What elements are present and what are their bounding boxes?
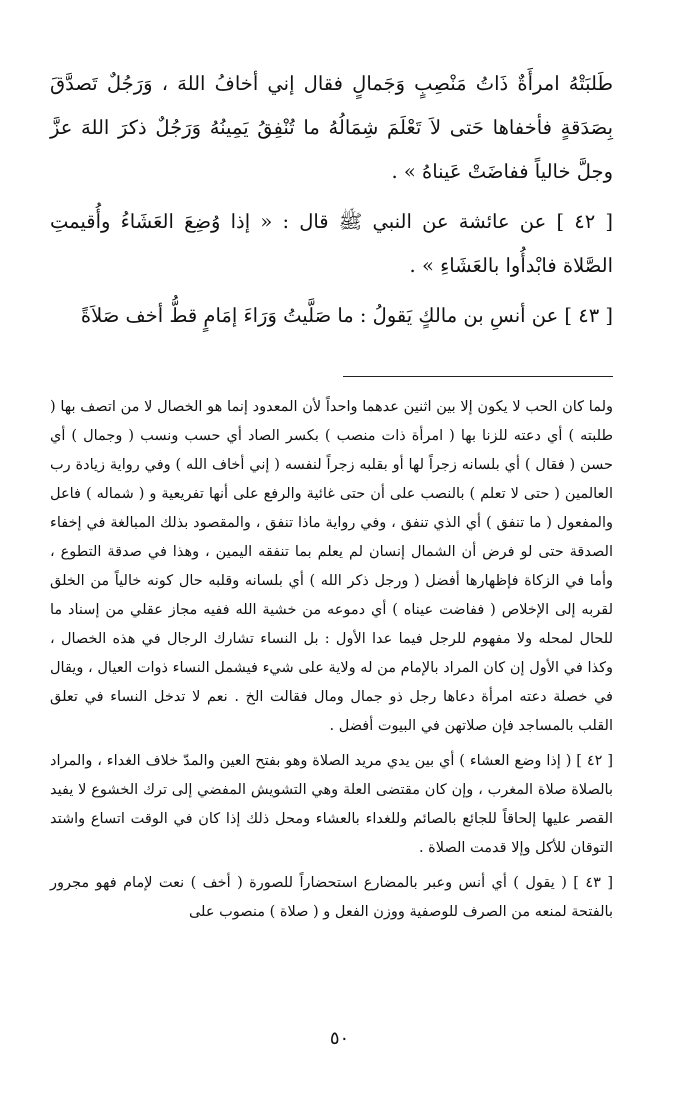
commentary-paragraph: ولما كان الحب لا يكون إلا بين اثنين عدهما واحداً لأن المعدود إنما هو الخصال لا من اتصف بها ( طلبته ) أي دعته للزنا بها ( امرأة ذات منصب ) بكسر الصاد أي حسب ونسب ( وجمال ) أي حسن ( فقال ) أي بلسانه زجراً لها أو بقلبه زجراً لنفسه ( إني أخاف الله ) وفي رواية زيادة رب العالمين ( حتى لا تعلم ) بالنصب على أن حتى غائية والرفع على أنها تفريعية و ( شماله ) فاعل والمفعول ( ما تنفق ) أي الذي تنفق ، وفي رواية ماذا تنفق ، والمقصود بذلك المبالغة في إخفاء الصدقة حتى لو فرض أن الشمال إنسان لم يعلم بما تنفقه اليمين ، وهذا في صدقة التطوع ، وأما في الزكاة فإظهارها أفضل ( ورجل ذكر الله ) أي بلسانه وقلبه حال كونه خالياً من الخلق لقربه إلى الإخلاص ( ففاضت عيناه ) أي دموعه من خشية الله ففيه مجاز عقلي من إسناد ما للحال لمحله ولا مفهوم للرجل فيما عدا الأول : بل النساء تشارك الرجال في هذه الخصال ، وكذا في الأول إن كان المراد بالإمام من له ولاية على شيء فيشمل النساء ذوات العيال ، ويقال في خصلة دعته امرأة دعاها رجل ذو جمال ومال فقالت الخ . نعم لا تدخل النساء في تعلق القلب بالمساجد فإن صلاتهن في البيوت أفضل . [50, 399, 613, 734]
commentary-paragraph-43: [ ٤٣ ] ( يقول ) أي أنس وعبر بالمضارع استحضاراً للصورة ( أخف ) نعت لإمام فهو مجرور بالفتحة لمنعه من الصرف للوصفية ووزن الفعل و ( صلاة ) منصوب على [50, 875, 613, 920]
hadith-42: [ ٤٢ ] عن عائشة عن النبي ﷺ قال : « إذا وُضِعَ العَشَاءُ وأُقيمتِ الصَّلاة فابْدأُوا بالعَشَاءِ » . [50, 210, 613, 277]
hadith-text-continued: طَلبَتْهُ امرأَةٌ ذَاتُ مَنْصِبٍ وَجَمالٍ فقال إني أخافُ اللهَ ، وَرَجُلٌ تَصدَّقَ بِصَدَقةٍ فأخفاها حَتى لاَ تَعْلَمَ شِمَالُهُ ما تُنْفِقُ يَمِينُهُ وَرَجُلٌ ذكرَ اللهَ عزَّ وجلَّ خالياً ففاضَتْ عَيناهُ » . [50, 72, 613, 183]
footnote-separator [50, 376, 613, 377]
page-number: ٥٠ [329, 1028, 350, 1049]
hadith-43: [ ٤٣ ] عن أنسِ بن مالكٍ يَقولُ : ما صَلَّيتُ وَرَاءَ إمَامٍ قطُّ أخف صَلاَةً [80, 304, 613, 327]
commentary [50, 393, 613, 927]
main-text [50, 62, 613, 338]
separator-line [343, 376, 613, 377]
commentary-paragraph-42: [ ٤٢ ] ( إذا وضع العشاء ) أي بين يدي مريد الصلاة وهو بفتح العين والمدّ خلاف الغداء ، والمراد بالصلاة صلاة المغرب ، وإن كان مقتضى العلة وهي التشويش المفضي إلى ترك الخشوع لا يفيد القصر عليها إلحاقاً للجائع بالصائم وللغداء بالعشاء ومحل ذلك إذا كان في الوقت اتساع واشتد التوقان للأكل وإلا قدمت الصلاة . [50, 753, 613, 856]
